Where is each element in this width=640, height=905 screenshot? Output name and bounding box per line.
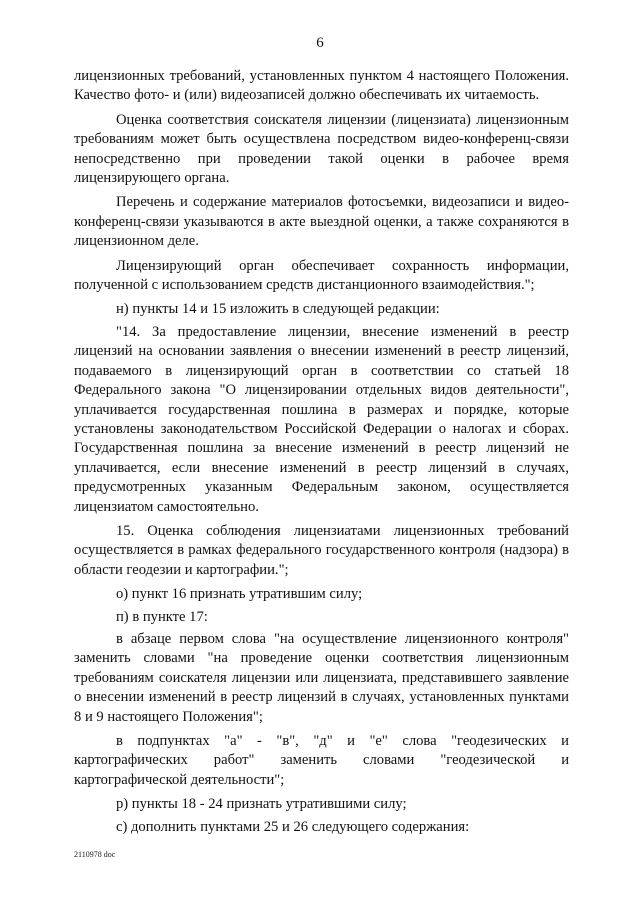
paragraph: п) в пункте 17: [116,608,208,625]
paragraph: Лицензирующий орган обеспечивает сохранность информации, полученной с использованием средств дистанционного взаимодействия."; [74,257,569,294]
paragraph: в абзаце первом слова "на осуществление лицензионного контроля" заменить словами "на проведение оценки соответствия лицензионным требованиям соискателя лицензии или лицензиата, представившего заявление о внесении изменений в реестр лицензий в случаях, установленных пунктами 8 и 9 настоящего Положения"; [74,630,569,725]
paragraph-continuation: лицензионных требований, установленных пунктом 4 настоящего Положения. Качество фото- и (или) видеозаписей должно обеспечивать их читаемость. [74,68,569,104]
paragraph: 15. Оценка соблюдения лицензиатами лицензионных требований осуществляется в рамках федерального государственного контроля (надзора) в области геодезии и картографии."; [74,522,569,578]
paragraph: Оценка соответствия соискателя лицензии (лицензиата) лицензионным требованиям может быть осуществлена посредством видео-конференц-связи непосредственно при проведении такой оценки в рабочее время лицензирующего органа. [74,111,569,187]
page-number: 6 [316,35,324,51]
paragraph: Перечень и содержание материалов фотосъемки, видеозаписи и видео-конференц-связи указываются в акте выездной оценки, а также сохраняются в лицензионном деле. [74,194,569,250]
paragraph: р) пункты 18 - 24 признать утратившими силу; [116,796,407,813]
document-code: 2110978 doc [74,850,116,859]
document-body [74,67,569,842]
paragraph: в подпунктах "а" - "в", "д" и "е" слова "геодезических и картографических работ" заменить словами "геодезической и картографической деятельности"; [74,733,569,788]
paragraph: с) дополнить пунктами 25 и 26 следующего содержания: [116,818,470,835]
paragraph: н) пункты 14 и 15 изложить в следующей редакции: [116,301,440,318]
paragraph: "14. За предоставление лицензии, внесение изменений в реестр лицензий на основании заявления о внесении изменений в реестр лицензий, подаваемого в лицензирующий орган в соответствии со статьей 18 Федерального закона "О лицензировании отдельных видов деятельности", уплачивается государственная пошлина в размерах и порядке, которые установлены законодательством Российской Федерации о налогах и сборах. Государственная пошлина за внесение изменений в реестр лицензий не уплачивается, если внесение изменений в реестр лицензий в случаях, предусмотренных указанным Федеральным законом, осуществляется лицензиатом самостоятельно. [74,323,569,515]
paragraph: о) пункт 16 признать утратившим силу; [116,586,363,603]
